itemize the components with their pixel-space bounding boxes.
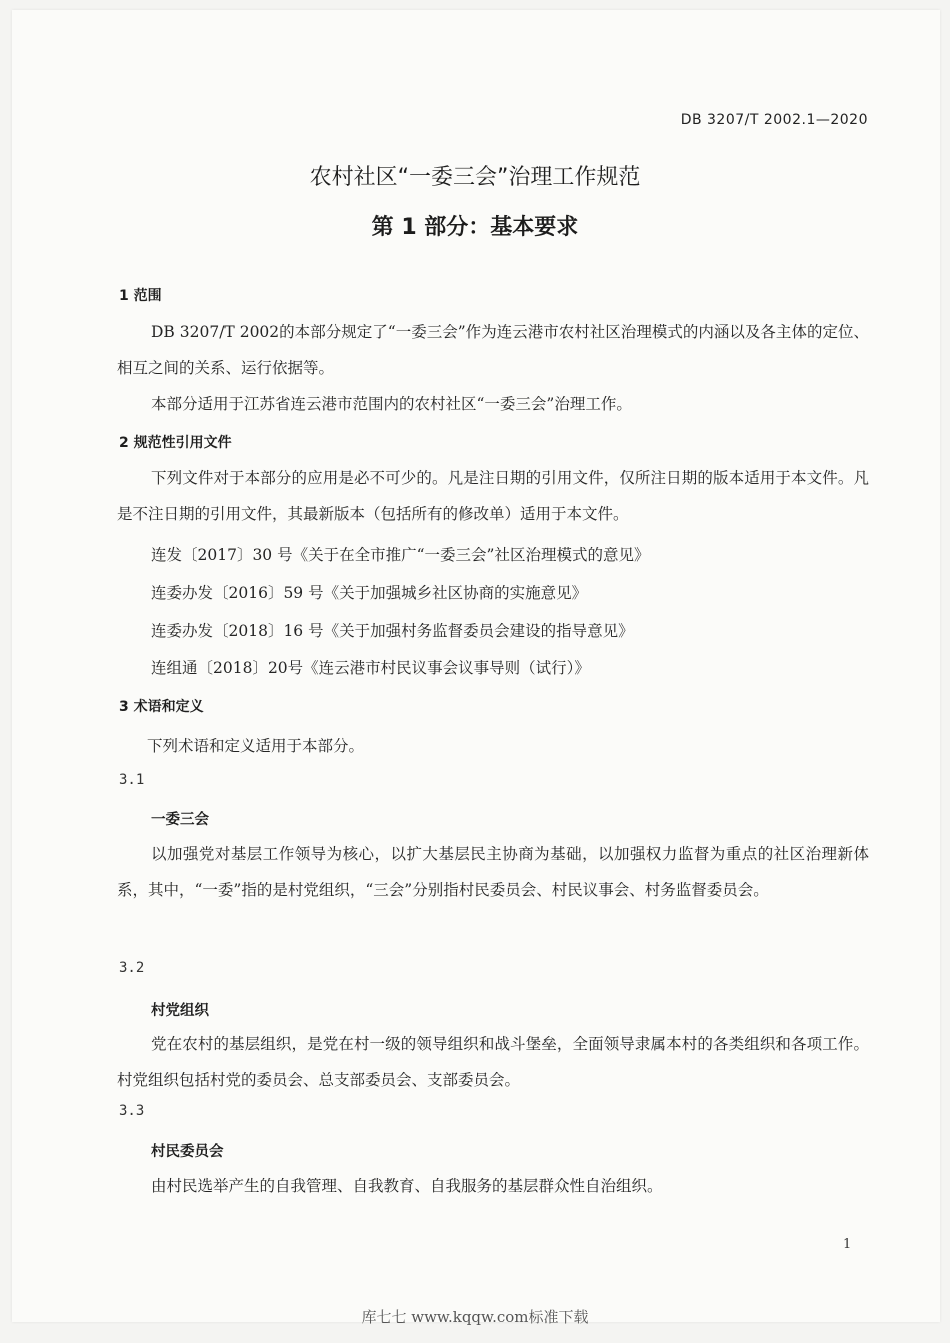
term-definition: 党在农村的基层组织，是党在村一级的领导组织和战斗堡垒，全面领导隶属本村的各类组织和各项工作。村党组织包括村党的委员会、总支部委员会、支部委员会。 (117, 1035, 869, 1089)
scope-paragraph-2: 本部分适用于江苏省连云港市范围内的农村社区“一委三会”治理工作。 (151, 395, 632, 413)
term-definition: 以加强党对基层工作领导为核心，以扩大基层民主协商为基础，以加强权力监督为重点的社区治理新体系，其中，“一委”指的是村党组织，“三会”分别指村民委员会、村民议事会、村务监督委员会。 (117, 845, 869, 899)
term-name: 村民委员会 (151, 1144, 224, 1160)
section-heading-terms: 3 术语和定义 (119, 699, 204, 715)
term-number: 3.1 (119, 772, 145, 788)
references-paragraph: 下列文件对于本部分的应用是必不可少的。凡是注日期的引用文件，仅所注日期的版本适用于本文件。凡是不注日期的引用文件，其最新版本（包括所有的修改单）适用于本文件。 (117, 469, 869, 523)
term-name: 一委三会 (151, 812, 209, 828)
footer-watermark: 库七七 www.kqqw.com标准下载 (361, 1308, 589, 1326)
standard-number: DB 3207/T 2002.1—2020 (680, 112, 868, 128)
document-subtitle: 第 1 部分：基本要求 (371, 215, 579, 240)
section-heading-references: 2 规范性引用文件 (119, 435, 232, 451)
term-name: 村党组织 (151, 1003, 209, 1019)
page-number: 1 (843, 1237, 852, 1252)
term-number: 3.2 (119, 960, 145, 976)
scope-paragraph-1: DB 3207/T 2002的本部分规定了“一委三会”作为连云港市农村社区治理模式的内涵以及各主体的定位、相互之间的关系、运行依据等。 (117, 323, 869, 377)
term-definition: 由村民选举产生的自我管理、自我教育、自我服务的基层群众性自治组织。 (151, 1177, 663, 1195)
reference-item: 连组通〔2018〕20号《连云港市村民议事会议事导则（试行）》 (151, 659, 590, 677)
term-number: 3.3 (119, 1103, 145, 1119)
reference-item: 连委办发〔2018〕16 号《关于加强村务监督委员会建设的指导意见》 (151, 622, 634, 640)
terms-intro: 下列术语和定义适用于本部分。 (147, 737, 365, 755)
document-title: 农村社区“一委三会”治理工作规范 (309, 165, 641, 190)
reference-item: 连委办发〔2016〕59 号《关于加强城乡社区协商的实施意见》 (151, 584, 588, 602)
reference-item: 连发〔2017〕30 号《关于在全市推广“一委三会”社区治理模式的意见》 (151, 546, 650, 564)
section-heading-scope: 1 范围 (119, 288, 162, 304)
